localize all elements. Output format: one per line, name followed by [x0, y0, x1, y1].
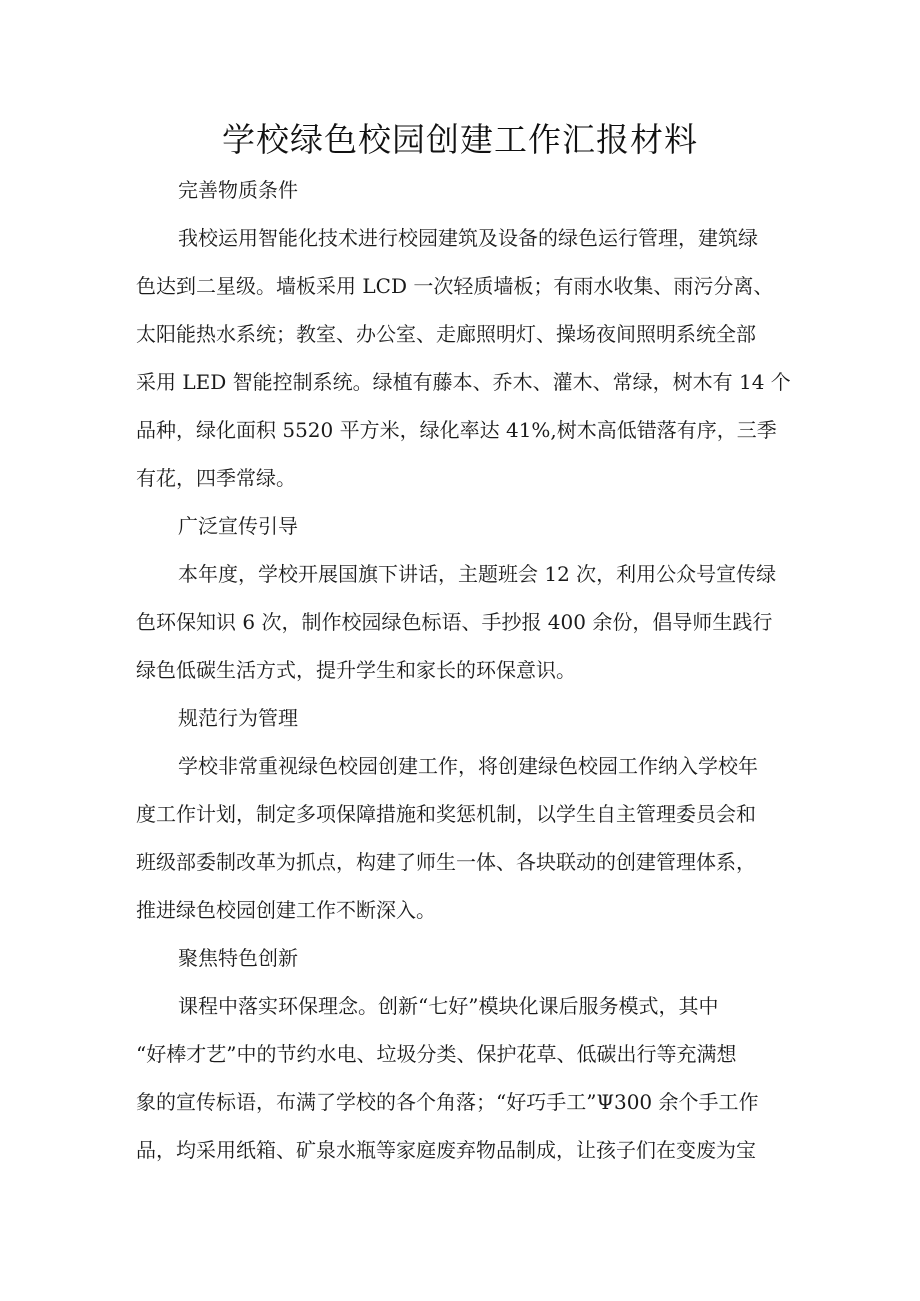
section-heading: 完善物质条件: [178, 178, 298, 202]
paragraph-line: “好棒才艺”中的节约水电、垃圾分类、保护花草、低碳出行等充满想: [136, 1042, 737, 1066]
section-heading: 聚焦特色创新: [178, 946, 298, 970]
paragraph-line: 绿色低碳生活方式，提升学生和家长的环保意识。: [136, 658, 576, 682]
section-heading: 规范行为管理: [178, 706, 298, 730]
paragraph-line: 太阳能热水系统；教室、办公室、走廊照明灯、操场夜间照明系统全部: [136, 322, 756, 346]
paragraph-line: 色达到二星级。墙板采用 LCD 一次轻质墙板；有雨水收集、雨污分离、: [136, 274, 774, 298]
section-behavior-management: [136, 694, 784, 934]
paragraph-line: 品种，绿化面积 5520 平方米，绿化率达 41%,树木高低错落有序，三季: [136, 418, 777, 442]
paragraph-line: 我校运用智能化技术进行校园建筑及设备的绿色运行管理，建筑绿: [178, 226, 758, 250]
document-body: [136, 166, 791, 1174]
paragraph-line: 品，均采用纸箱、矿泉水瓶等家庭废弃物品制成，让孩子们在变废为宝: [136, 1138, 756, 1162]
section-material-conditions: [136, 166, 791, 502]
paragraph-line: 班级部委制改革为抓点，构建了师生一体、各块联动的创建管理体系，: [136, 850, 756, 874]
paragraph-line: 本年度，学校开展国旗下讲话，主题班会 12 次，利用公众号宣传绿: [178, 562, 777, 586]
paragraph-line: 课程中落实环保理念。创新“七好”模块化课后服务模式，其中: [178, 994, 719, 1018]
document-title: 学校绿色校园创建工作汇报材料: [222, 120, 698, 159]
section-heading: 广泛宣传引导: [178, 514, 298, 538]
paragraph-line: 有花，四季常绿。: [136, 466, 296, 490]
section-publicity-guidance: [136, 502, 784, 694]
paragraph-line: 推进绿色校园创建工作不断深入。: [136, 898, 436, 922]
paragraph-line: 学校非常重视绿色校园创建工作，将创建绿色校园工作纳入学校年: [178, 754, 758, 778]
paragraph-line: 象的宣传标语，布满了学校的各个角落；“好巧手工”Ψ300 余个手工作: [136, 1090, 759, 1114]
paragraph-line: 采用 LED 智能控制系统。绿植有藤本、乔木、灌木、常绿，树木有 14 个: [136, 370, 791, 394]
paragraph-line: 度工作计划，制定多项保障措施和奖惩机制，以学生自主管理委员会和: [136, 802, 756, 826]
paragraph-line: 色环保知识 6 次，制作校园绿色标语、手抄报 400 余份，倡导师生践行: [136, 610, 773, 634]
section-featured-innovation: [136, 934, 784, 1174]
